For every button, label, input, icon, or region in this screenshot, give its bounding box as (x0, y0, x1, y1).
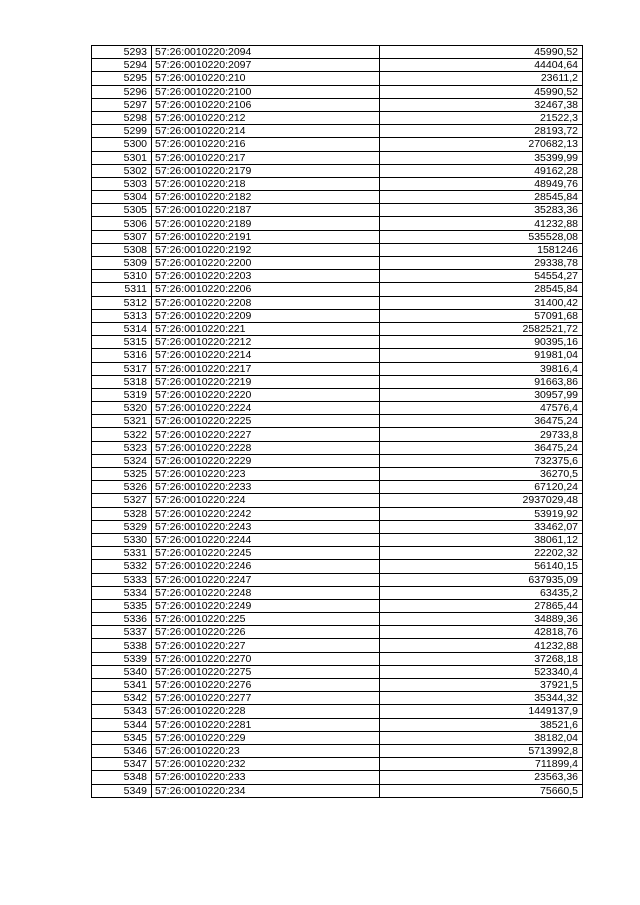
row-number-cell: 5303 (92, 177, 152, 190)
table-row (92, 230, 583, 243)
table-row (92, 560, 583, 573)
cadastral-number-cell: 57:26:0010220:216 (152, 138, 380, 151)
value-cell: 1581246 (380, 243, 583, 256)
row-number-cell: 5328 (92, 507, 152, 520)
cadastral-number-cell: 57:26:0010220:221 (152, 322, 380, 335)
row-number-cell: 5341 (92, 679, 152, 692)
cadastral-number-cell: 57:26:0010220:224 (152, 494, 380, 507)
row-number-cell: 5315 (92, 336, 152, 349)
row-number-cell: 5348 (92, 771, 152, 784)
table-row (92, 665, 583, 678)
table-row (92, 388, 583, 401)
table-row (92, 59, 583, 72)
row-number-cell: 5311 (92, 283, 152, 296)
row-number-cell: 5314 (92, 322, 152, 335)
row-number-cell: 5319 (92, 388, 152, 401)
table-row (92, 72, 583, 85)
value-cell: 45990,52 (380, 46, 583, 59)
cadastral-number-cell: 57:26:0010220:2224 (152, 402, 380, 415)
table-row (92, 296, 583, 309)
value-cell: 36475,24 (380, 415, 583, 428)
table-row (92, 454, 583, 467)
value-cell: 44404,64 (380, 59, 583, 72)
cadastral-number-cell: 57:26:0010220:218 (152, 177, 380, 190)
value-cell: 41232,88 (380, 217, 583, 230)
table-row (92, 573, 583, 586)
row-number-cell: 5331 (92, 547, 152, 560)
table-row (92, 441, 583, 454)
value-cell: 732375,6 (380, 454, 583, 467)
cadastral-number-cell: 57:26:0010220:229 (152, 731, 380, 744)
value-cell: 49162,28 (380, 164, 583, 177)
cadastral-number-cell: 57:26:0010220:2244 (152, 533, 380, 546)
table-row (92, 586, 583, 599)
row-number-cell: 5344 (92, 718, 152, 731)
table-row (92, 599, 583, 612)
row-number-cell: 5323 (92, 441, 152, 454)
value-cell: 91981,04 (380, 349, 583, 362)
value-cell: 34889,36 (380, 613, 583, 626)
row-number-cell: 5301 (92, 151, 152, 164)
cadastral-number-cell: 57:26:0010220:2182 (152, 191, 380, 204)
row-number-cell: 5347 (92, 758, 152, 771)
row-number-cell: 5302 (92, 164, 152, 177)
cadastral-number-cell: 57:26:0010220:227 (152, 639, 380, 652)
row-number-cell: 5317 (92, 362, 152, 375)
cadastral-number-cell: 57:26:0010220:2246 (152, 560, 380, 573)
cadastral-number-cell: 57:26:0010220:2206 (152, 283, 380, 296)
row-number-cell: 5295 (92, 72, 152, 85)
value-cell: 711899,4 (380, 758, 583, 771)
table-row (92, 270, 583, 283)
value-cell: 35344,32 (380, 692, 583, 705)
value-cell: 37921,5 (380, 679, 583, 692)
table-row (92, 718, 583, 731)
row-number-cell: 5312 (92, 296, 152, 309)
row-number-cell: 5300 (92, 138, 152, 151)
value-cell: 637935,09 (380, 573, 583, 586)
row-number-cell: 5330 (92, 533, 152, 546)
cadastral-number-cell: 57:26:0010220:214 (152, 125, 380, 138)
value-cell: 32467,38 (380, 98, 583, 111)
cadastral-number-cell: 57:26:0010220:2217 (152, 362, 380, 375)
value-cell: 41232,88 (380, 639, 583, 652)
table-row (92, 177, 583, 190)
table-row (92, 468, 583, 481)
cadastral-number-cell: 57:26:0010220:2219 (152, 375, 380, 388)
cadastral-number-cell: 57:26:0010220:217 (152, 151, 380, 164)
row-number-cell: 5327 (92, 494, 152, 507)
value-cell: 2937029,48 (380, 494, 583, 507)
value-cell: 36270,5 (380, 468, 583, 481)
row-number-cell: 5333 (92, 573, 152, 586)
cadastral-number-cell: 57:26:0010220:2203 (152, 270, 380, 283)
table-row (92, 692, 583, 705)
value-cell: 28193,72 (380, 125, 583, 138)
table-row (92, 652, 583, 665)
table-row (92, 626, 583, 639)
table-row (92, 243, 583, 256)
cadastral-number-cell: 57:26:0010220:234 (152, 784, 380, 797)
value-cell: 535528,08 (380, 230, 583, 243)
cadastral-number-cell: 57:26:0010220:2106 (152, 98, 380, 111)
row-number-cell: 5321 (92, 415, 152, 428)
value-cell: 33462,07 (380, 520, 583, 533)
row-number-cell: 5326 (92, 481, 152, 494)
cadastral-number-cell: 57:26:0010220:2243 (152, 520, 380, 533)
row-number-cell: 5296 (92, 85, 152, 98)
row-number-cell: 5332 (92, 560, 152, 573)
row-number-cell: 5320 (92, 402, 152, 415)
row-number-cell: 5293 (92, 46, 152, 59)
cadastral-number-cell: 57:26:0010220:2179 (152, 164, 380, 177)
cadastral-number-cell: 57:26:0010220:2275 (152, 665, 380, 678)
cadastral-number-cell: 57:26:0010220:2225 (152, 415, 380, 428)
row-number-cell: 5306 (92, 217, 152, 230)
table-row (92, 613, 583, 626)
cadastral-number-cell: 57:26:0010220:2200 (152, 257, 380, 270)
cadastral-number-cell: 57:26:0010220:2209 (152, 309, 380, 322)
table-row (92, 151, 583, 164)
value-cell: 35283,36 (380, 204, 583, 217)
row-number-cell: 5329 (92, 520, 152, 533)
table-row (92, 679, 583, 692)
table-row (92, 758, 583, 771)
value-cell: 270682,13 (380, 138, 583, 151)
cadastral-number-cell: 57:26:0010220:2191 (152, 230, 380, 243)
value-cell: 36475,24 (380, 441, 583, 454)
value-cell: 57091,68 (380, 309, 583, 322)
value-cell: 75660,5 (380, 784, 583, 797)
table-row (92, 46, 583, 59)
row-number-cell: 5339 (92, 652, 152, 665)
cadastral-number-cell: 57:26:0010220:2228 (152, 441, 380, 454)
row-number-cell: 5299 (92, 125, 152, 138)
value-cell: 35399,99 (380, 151, 583, 164)
value-cell: 67120,24 (380, 481, 583, 494)
cadastral-number-cell: 57:26:0010220:2208 (152, 296, 380, 309)
table-row (92, 349, 583, 362)
table-row (92, 415, 583, 428)
table-row (92, 402, 583, 415)
table-row (92, 731, 583, 744)
value-cell: 523340,4 (380, 665, 583, 678)
value-cell: 54554,27 (380, 270, 583, 283)
value-cell: 48949,76 (380, 177, 583, 190)
row-number-cell: 5335 (92, 599, 152, 612)
table-row (92, 771, 583, 784)
value-cell: 5713992,8 (380, 744, 583, 757)
value-cell: 38061,12 (380, 533, 583, 546)
cadastral-number-cell: 57:26:0010220:225 (152, 613, 380, 626)
row-number-cell: 5297 (92, 98, 152, 111)
table-body (92, 46, 583, 798)
value-cell: 39816,4 (380, 362, 583, 375)
value-cell: 29338,78 (380, 257, 583, 270)
row-number-cell: 5337 (92, 626, 152, 639)
value-cell: 2582521,72 (380, 322, 583, 335)
value-cell: 37268,18 (380, 652, 583, 665)
value-cell: 31400,42 (380, 296, 583, 309)
table-row (92, 217, 583, 230)
value-cell: 23611,2 (380, 72, 583, 85)
cadastral-number-cell: 57:26:0010220:2212 (152, 336, 380, 349)
row-number-cell: 5298 (92, 111, 152, 124)
cadastral-number-cell: 57:26:0010220:2187 (152, 204, 380, 217)
table-row (92, 744, 583, 757)
value-cell: 27865,44 (380, 599, 583, 612)
cadastral-number-cell: 57:26:0010220:228 (152, 705, 380, 718)
value-cell: 28545,84 (380, 283, 583, 296)
value-cell: 30957,99 (380, 388, 583, 401)
value-cell: 23563,36 (380, 771, 583, 784)
cadastral-number-cell: 57:26:0010220:210 (152, 72, 380, 85)
table-row (92, 164, 583, 177)
cadastral-number-cell: 57:26:0010220:2276 (152, 679, 380, 692)
table-row (92, 85, 583, 98)
cadastral-value-table (91, 45, 583, 798)
value-cell: 91663,86 (380, 375, 583, 388)
table-row (92, 336, 583, 349)
row-number-cell: 5338 (92, 639, 152, 652)
table-row (92, 191, 583, 204)
row-number-cell: 5316 (92, 349, 152, 362)
row-number-cell: 5349 (92, 784, 152, 797)
table-row (92, 125, 583, 138)
cadastral-number-cell: 57:26:0010220:212 (152, 111, 380, 124)
table-row (92, 375, 583, 388)
table-row (92, 309, 583, 322)
cadastral-number-cell: 57:26:0010220:2249 (152, 599, 380, 612)
value-cell: 45990,52 (380, 85, 583, 98)
row-number-cell: 5345 (92, 731, 152, 744)
cadastral-number-cell: 57:26:0010220:2220 (152, 388, 380, 401)
cadastral-number-cell: 57:26:0010220:232 (152, 758, 380, 771)
table-row (92, 98, 583, 111)
table-row (92, 639, 583, 652)
table-row (92, 362, 583, 375)
cadastral-number-cell: 57:26:0010220:233 (152, 771, 380, 784)
row-number-cell: 5304 (92, 191, 152, 204)
row-number-cell: 5343 (92, 705, 152, 718)
row-number-cell: 5342 (92, 692, 152, 705)
row-number-cell: 5313 (92, 309, 152, 322)
cadastral-number-cell: 57:26:0010220:2233 (152, 481, 380, 494)
cadastral-number-cell: 57:26:0010220:2100 (152, 85, 380, 98)
cadastral-number-cell: 57:26:0010220:2277 (152, 692, 380, 705)
row-number-cell: 5305 (92, 204, 152, 217)
row-number-cell: 5308 (92, 243, 152, 256)
value-cell: 42818,76 (380, 626, 583, 639)
row-number-cell: 5334 (92, 586, 152, 599)
cadastral-number-cell: 57:26:0010220:2270 (152, 652, 380, 665)
cadastral-number-cell: 57:26:0010220:2248 (152, 586, 380, 599)
table-row (92, 257, 583, 270)
table-row (92, 784, 583, 797)
row-number-cell: 5336 (92, 613, 152, 626)
table-row (92, 111, 583, 124)
value-cell: 21522,3 (380, 111, 583, 124)
cadastral-number-cell: 57:26:0010220:2247 (152, 573, 380, 586)
value-cell: 38182,04 (380, 731, 583, 744)
table-row (92, 283, 583, 296)
table-row (92, 533, 583, 546)
row-number-cell: 5310 (92, 270, 152, 283)
cadastral-number-cell: 57:26:0010220:2242 (152, 507, 380, 520)
cadastral-number-cell: 57:26:0010220:2189 (152, 217, 380, 230)
value-cell: 38521,6 (380, 718, 583, 731)
value-cell: 47576,4 (380, 402, 583, 415)
table-row (92, 204, 583, 217)
cadastral-number-cell: 57:26:0010220:223 (152, 468, 380, 481)
table-row (92, 507, 583, 520)
cadastral-number-cell: 57:26:0010220:2097 (152, 59, 380, 72)
row-number-cell: 5309 (92, 257, 152, 270)
table-row (92, 138, 583, 151)
row-number-cell: 5325 (92, 468, 152, 481)
cadastral-number-cell: 57:26:0010220:2214 (152, 349, 380, 362)
table-row (92, 547, 583, 560)
cadastral-number-cell: 57:26:0010220:2245 (152, 547, 380, 560)
row-number-cell: 5340 (92, 665, 152, 678)
value-cell: 29733,8 (380, 428, 583, 441)
row-number-cell: 5318 (92, 375, 152, 388)
value-cell: 63435,2 (380, 586, 583, 599)
value-cell: 22202,32 (380, 547, 583, 560)
value-cell: 1449137,9 (380, 705, 583, 718)
cadastral-number-cell: 57:26:0010220:2227 (152, 428, 380, 441)
cadastral-number-cell: 57:26:0010220:2192 (152, 243, 380, 256)
value-cell: 53919,92 (380, 507, 583, 520)
value-cell: 56140,15 (380, 560, 583, 573)
cadastral-number-cell: 57:26:0010220:2281 (152, 718, 380, 731)
value-cell: 90395,16 (380, 336, 583, 349)
cadastral-number-cell: 57:26:0010220:226 (152, 626, 380, 639)
row-number-cell: 5322 (92, 428, 152, 441)
row-number-cell: 5324 (92, 454, 152, 467)
table-row (92, 520, 583, 533)
cadastral-number-cell: 57:26:0010220:2229 (152, 454, 380, 467)
row-number-cell: 5346 (92, 744, 152, 757)
value-cell: 28545,84 (380, 191, 583, 204)
table-row (92, 428, 583, 441)
table-row (92, 705, 583, 718)
cadastral-number-cell: 57:26:0010220:23 (152, 744, 380, 757)
row-number-cell: 5294 (92, 59, 152, 72)
cadastral-number-cell: 57:26:0010220:2094 (152, 46, 380, 59)
table-row (92, 481, 583, 494)
table-row (92, 494, 583, 507)
row-number-cell: 5307 (92, 230, 152, 243)
table-row (92, 322, 583, 335)
